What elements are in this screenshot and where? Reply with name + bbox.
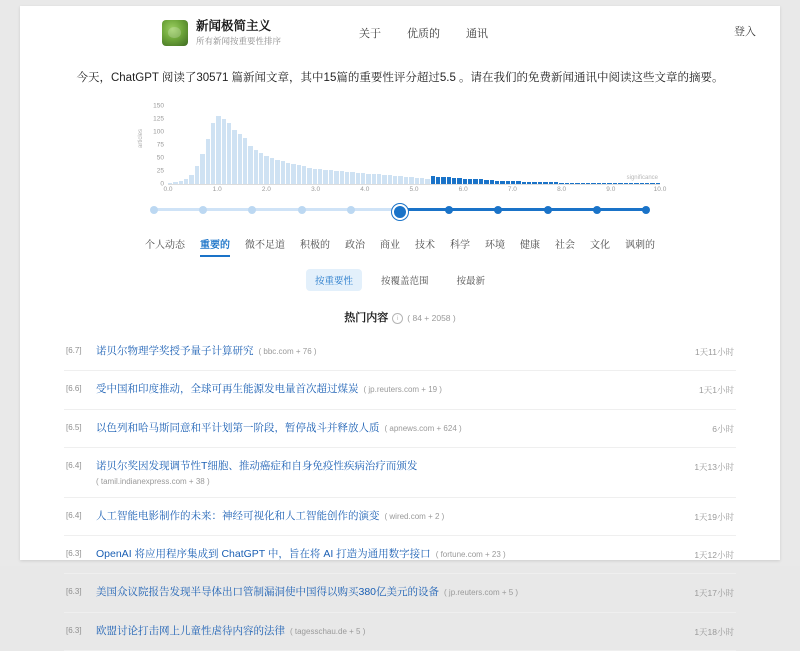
chart-bar: [431, 176, 435, 184]
chart-bar: [543, 182, 547, 184]
chart-bar: [650, 183, 654, 184]
chart-bar: [436, 177, 440, 184]
brand-subtitle: 所有新闻按重要性排序: [196, 35, 282, 46]
chart-x-tick: 10.0: [653, 186, 667, 194]
slider-tick-dot[interactable]: [642, 206, 650, 214]
category-tab[interactable]: 社会: [555, 240, 575, 252]
chart-bar: [500, 181, 504, 185]
chart-bar: [468, 179, 472, 184]
chart-bar: [441, 177, 445, 184]
chart-y-tick: 100: [153, 128, 164, 136]
chart-bar: [452, 178, 456, 184]
chart-bar: [415, 178, 419, 184]
article-score: [6.6]: [66, 384, 82, 394]
category-tab[interactable]: 科学: [450, 240, 470, 252]
article-source: ( jp.reuters.com + 19 ): [363, 385, 442, 395]
sort-options: [20, 269, 780, 291]
chart-bar: [275, 160, 279, 184]
article-row[interactable]: [64, 536, 736, 574]
article-time: 1天11小时: [694, 347, 734, 358]
chart-bar: [404, 177, 408, 184]
chart-bar: [479, 179, 483, 184]
article-score: [6.4]: [66, 460, 82, 470]
chart-bar: [473, 179, 477, 184]
info-icon[interactable]: i: [392, 313, 403, 324]
chart-bar: [377, 174, 381, 184]
article-main: [96, 344, 678, 359]
chart-plot-area: [168, 106, 660, 185]
chart-bar: [511, 181, 515, 184]
chart-bar: [640, 183, 644, 184]
app-card: [20, 6, 780, 637]
article-time: 1天19小时: [694, 512, 734, 522]
chart-bar: [243, 138, 247, 184]
article-source: ( bbc.com + 76 ): [258, 347, 317, 357]
article-main: [96, 547, 678, 562]
chart-bar: [195, 166, 199, 184]
chart-x-axis-label: significance: [626, 175, 658, 182]
article-main: [96, 459, 678, 486]
chart-bar: [554, 182, 558, 184]
chart-bar: [597, 183, 601, 184]
chart-bar: [345, 172, 349, 184]
chart-bar: [409, 177, 413, 184]
chart-x-tick: 5.0: [409, 186, 419, 194]
article-row[interactable]: [64, 371, 736, 409]
article-time: 1天18小时: [694, 626, 734, 637]
chart-bar: [297, 165, 301, 184]
article-title[interactable]: 诺贝尔物理学奖授予量子计算研究 ( bbc.com + 76 ): [96, 345, 317, 358]
chart-bar: [184, 179, 188, 184]
article-time: 6小时: [712, 423, 734, 434]
chart-bar: [538, 182, 542, 184]
chart-bar: [216, 116, 220, 184]
chart-bar: [495, 181, 499, 185]
chart-bar: [634, 183, 638, 184]
chart-x-tick: 7.0: [507, 186, 517, 194]
category-tab[interactable]: 重要的: [200, 236, 230, 257]
chart-bar: [575, 183, 579, 185]
category-tab[interactable]: 健康: [520, 240, 540, 252]
article-source: ( tagesschau.de + 5 ): [290, 626, 366, 636]
article-row[interactable]: [64, 448, 736, 498]
chart-bar: [361, 173, 365, 184]
chart-bar: [618, 183, 622, 184]
chart-bar: [211, 123, 215, 184]
article-title[interactable]: 以色列和哈马斯同意和平计划第一阶段，暂停战斗并释放人质 ( apnews.com + 624 ): [96, 421, 462, 434]
chart-x-tick: 4.0: [360, 186, 370, 194]
chart-x-tick: 8.0: [557, 186, 567, 194]
chart-bar: [264, 156, 268, 184]
article-main: [96, 382, 678, 397]
chart-y-axis-label: articles: [138, 129, 144, 149]
article-row[interactable]: [64, 333, 736, 371]
chart-bar: [173, 182, 177, 184]
nav-item-about[interactable]: 关于: [359, 28, 382, 40]
slider-tick-dot[interactable]: [445, 206, 453, 214]
chart-bar: [506, 181, 510, 184]
chart-bar: [463, 179, 467, 184]
article-score: [6.3]: [66, 625, 82, 635]
article-time: 1天13小时: [694, 461, 734, 472]
chart-x-tick: 6.0: [458, 186, 468, 194]
chart-bar: [516, 181, 520, 184]
article-main: [96, 624, 678, 639]
slider-tick-dot[interactable]: [544, 206, 552, 214]
chart-bar: [490, 180, 494, 184]
section-title-text: 热门内容: [344, 312, 389, 325]
article-score: [6.7]: [66, 346, 82, 356]
brand-title: 新闻极简主义: [196, 19, 272, 34]
chart-bar: [393, 176, 397, 184]
article-main: [96, 421, 678, 436]
sort-chip[interactable]: 按最新: [456, 276, 486, 288]
article-score: [6.5]: [66, 422, 82, 432]
chart-bar: [189, 175, 193, 184]
chart-x-tick: 1.0: [212, 186, 222, 194]
article-list: [64, 333, 736, 651]
site-header: [20, 6, 780, 54]
slider-track-active: [400, 208, 646, 211]
chart-bar: [656, 183, 660, 184]
chart-y-tick: 50: [156, 154, 164, 162]
chart-bar: [222, 119, 226, 185]
chart-bar: [179, 181, 183, 184]
category-tab[interactable]: 环境: [485, 240, 505, 252]
chart-bar: [447, 177, 451, 184]
article-main: [96, 585, 678, 600]
chart-bar: [581, 183, 585, 184]
article-source: ( apnews.com + 624 ): [384, 423, 462, 433]
chart-bar: [602, 183, 606, 184]
chart-y-tick: 0: [160, 180, 164, 188]
sort-chip[interactable]: 按覆盖范围: [380, 276, 429, 288]
chart-bar: [248, 146, 252, 184]
chart-bar: [398, 176, 402, 184]
category-tabs: [20, 236, 780, 257]
chart-bars: [168, 106, 660, 184]
chart-bar: [323, 170, 327, 185]
chart-bar: [388, 175, 392, 184]
slider-tick-dot[interactable]: [298, 206, 306, 214]
article-row[interactable]: [64, 410, 736, 448]
chart-bar: [259, 153, 263, 184]
logo-icon: [162, 20, 188, 46]
article-time: 1天17小时: [694, 588, 734, 599]
slider-tick-dot[interactable]: [199, 206, 207, 214]
chart-bar: [522, 182, 526, 185]
chart-y-tick: 25: [156, 167, 164, 175]
chart-y-tick: 75: [156, 141, 164, 149]
chart-bar: [318, 169, 322, 184]
chart-bar: [334, 171, 338, 185]
chart-bar: [206, 139, 210, 184]
chart-bar: [372, 174, 376, 184]
article-score: [6.3]: [66, 587, 82, 597]
chart-x-tick: 0.0: [163, 186, 173, 194]
article-source: ( jp.reuters.com + 5 ): [444, 588, 519, 598]
headline-text: 今天，ChatGPT 阅读了30571 篇新闻文章，其中15篇的重要性评分超过5.5 。请在我们的免费新闻通讯中阅读这些文章的摘要。: [76, 72, 724, 84]
chart-y-tick: 125: [153, 115, 164, 123]
chart-bar: [281, 161, 285, 184]
article-row[interactable]: [64, 498, 736, 536]
chart-bar: [484, 180, 488, 184]
article-time: 1天1小时: [699, 385, 734, 396]
chart-bar: [286, 163, 290, 184]
chart-bar: [350, 172, 354, 184]
nav-item-newsletter[interactable]: 通讯: [466, 28, 489, 40]
chart-bar: [227, 123, 231, 184]
slider-tick-dot[interactable]: [248, 206, 256, 214]
category-tab[interactable]: 文化: [590, 240, 610, 252]
chart-bar: [527, 182, 531, 185]
chart-bar: [532, 182, 536, 185]
chart-bar: [607, 183, 611, 184]
slider-knob[interactable]: [392, 204, 408, 220]
chart-bar: [232, 130, 236, 184]
category-tab[interactable]: 讽刺的: [625, 240, 655, 252]
chart-bar: [624, 183, 628, 184]
category-tab[interactable]: 商业: [380, 240, 400, 252]
section-header: [20, 309, 780, 325]
chart-bar: [645, 183, 649, 184]
category-tab[interactable]: 个人动态: [145, 240, 185, 252]
article-source: ( wired.com + 2 ): [384, 512, 445, 521]
slider-tick-dot[interactable]: [593, 206, 601, 214]
chart-bar: [382, 175, 386, 184]
chart-x-tick: 3.0: [311, 186, 321, 194]
article-row[interactable]: [64, 613, 736, 651]
chart-bar: [549, 182, 553, 184]
article-title[interactable]: 诺贝尔奖因发现调节性T细胞、推动癌症和自身免疫性疾病治疗而颁发: [96, 459, 418, 472]
category-tab[interactable]: 政治: [345, 240, 365, 252]
section-count: ( 84 + 2058 ): [407, 313, 456, 324]
chart-bar: [457, 178, 461, 184]
article-title[interactable]: 欧盟讨论打击网上儿童性虐待内容的法律 ( tagesschau.de + 5 ): [96, 624, 366, 637]
chart-bar: [200, 154, 204, 184]
category-tab[interactable]: 微不足道: [245, 240, 285, 252]
chart-bar: [270, 158, 274, 184]
chart-bar: [570, 183, 574, 185]
article-row[interactable]: [64, 574, 736, 612]
chart-bar: [340, 171, 344, 184]
main-nav: [359, 25, 488, 41]
sort-chip[interactable]: 按重要性: [306, 269, 362, 291]
significance-slider[interactable]: [154, 202, 646, 218]
chart-bar: [238, 134, 242, 184]
chart-bar: [565, 183, 569, 185]
chart-bar: [356, 173, 360, 184]
article-title[interactable]: 人工智能电影制作的未来：神经可视化和人工智能创作的演变 ( wired.com + 2 ): [96, 510, 445, 522]
chart-bar: [591, 183, 595, 184]
article-time: 1天12小时: [694, 550, 734, 561]
article-source: ( fortune.com + 23 ): [435, 550, 506, 560]
nav-item-premium[interactable]: 优质的: [407, 28, 441, 40]
chart-bar: [629, 183, 633, 184]
chart-bar: [302, 166, 306, 184]
chart-bar: [168, 183, 172, 184]
brand[interactable]: [162, 19, 281, 47]
chart-bar: [291, 164, 295, 184]
chart-x-tick: 9.0: [606, 186, 616, 194]
chart-bar: [329, 170, 333, 184]
category-tab[interactable]: 积极的: [300, 240, 330, 252]
chart-x-axis: [163, 186, 667, 196]
chart-y-axis: [140, 102, 166, 192]
article-title[interactable]: OpenAI 将应用程序集成到 ChatGPT 中，旨在将 AI 打造为通用数字接口 ( fortune.com + 23 ): [96, 548, 506, 561]
chart-bar: [313, 169, 317, 185]
slider-tick-dot[interactable]: [150, 206, 158, 214]
slider-tick-dot[interactable]: [494, 206, 502, 214]
article-title[interactable]: 美国众议院报告发现半导体出口管制漏洞使中国得以购买380亿美元的设备 ( jp.reuters.com + 5 ): [96, 586, 519, 599]
chart-bar: [586, 183, 590, 184]
article-source: ( tamil.indianexpress.com + 38 ): [96, 477, 210, 486]
category-tab[interactable]: 技术: [415, 240, 435, 252]
chart-x-tick: 2.0: [261, 186, 271, 194]
chart-y-tick: 150: [153, 102, 164, 110]
article-score: [6.3]: [66, 549, 82, 559]
chart-bar: [366, 174, 370, 184]
chart-bar: [307, 168, 311, 185]
article-score: [6.4]: [66, 511, 82, 520]
significance-histogram: [138, 102, 667, 194]
article-main: [96, 509, 678, 524]
chart-bar: [613, 183, 617, 184]
chart-bar: [254, 150, 258, 184]
chart-bar: [420, 178, 424, 184]
login-link[interactable]: 登入: [734, 26, 756, 38]
article-title[interactable]: 受中国和印度推动，全球可再生能源发电量首次超过煤炭 ( jp.reuters.com + 19 ): [96, 383, 442, 396]
chart-bar: [559, 183, 563, 185]
slider-tick-dot[interactable]: [347, 206, 355, 214]
chart-bar: [425, 179, 429, 184]
